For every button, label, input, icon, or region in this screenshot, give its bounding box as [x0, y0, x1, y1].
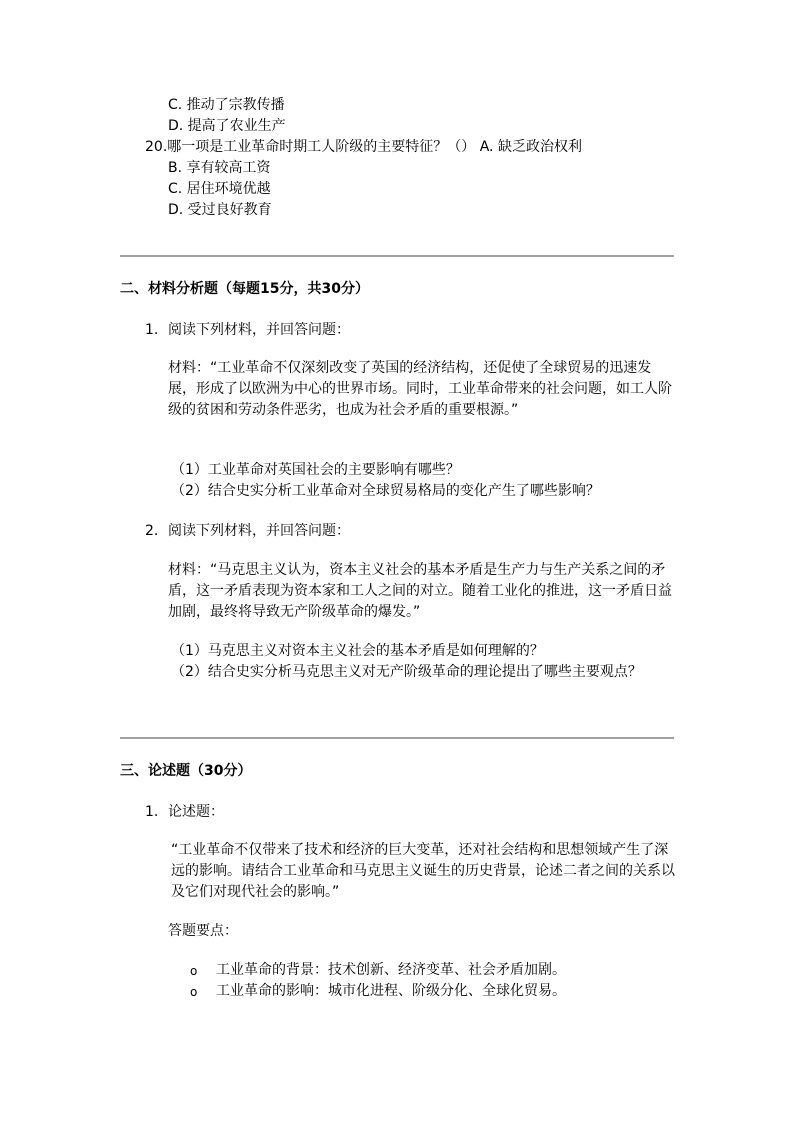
sub-question-1: （1）马克思主义对资本主义社会的基本矛盾是如何理解的？ [171, 643, 544, 659]
q20-option-c: C. 居住环境优越 [168, 181, 271, 197]
q19-option-c: C. 推动了宗教传播 [168, 97, 285, 113]
question-number: 1. [145, 804, 159, 820]
question-prompt: 阅读下列材料，并回答问题： [168, 523, 350, 539]
essay-quote: “工业革命不仅带来了技术和经济的巨大变革，还对社会结构和思想领域产生了深远的影响。请结合工业革命和马克思主义诞生的历史背景，论述二者之间的关系以及它们对现代社会的影响。” [171, 842, 675, 900]
question-number: 2. [145, 523, 159, 539]
q20-stem: 20.哪一项是工业革命时期工人阶级的主要特征？（） A. 缺乏政治权利 [145, 139, 582, 155]
answer-point: 工业革命的影响：城市化进程、阶级分化、全球化贸易。 [216, 983, 566, 999]
q20-option-b: B. 享有较高工资 [168, 160, 271, 176]
bullet-icon: o [190, 985, 198, 999]
question-prompt: 论述题： [168, 804, 224, 820]
q20-option-d: D. 受过良好教育 [168, 202, 272, 218]
answer-point: 工业革命的背景：技术创新、经济变革、社会矛盾加剧。 [216, 962, 566, 978]
bullet-icon: o [190, 964, 198, 978]
section-heading-material-analysis: 二、材料分析题（每题15分，共30分） [120, 281, 369, 297]
sub-question-1: （1）工业革命对英国社会的主要影响有哪些？ [171, 462, 460, 478]
section-divider [120, 737, 674, 739]
material-text: 材料：“工业革命不仅深刻改变了英国的经济结构，还促使了全球贸易的迅速发展，形成了以欧洲为中心的世界市场。同时，工业革命带来的社会问题，如工人阶级的贫困和劳动条件恶劣，也成为社会矛盾的重要根源。” [168, 360, 672, 418]
sub-question-2: （2）结合史实分析工业革命对全球贸易格局的变化产生了哪些影响？ [171, 483, 600, 499]
sub-question-2: （2）结合史实分析马克思主义对无产阶级革命的理论提出了哪些主要观点？ [171, 664, 642, 680]
question-number: 1. [145, 322, 159, 338]
question-prompt: 阅读下列材料，并回答问题： [168, 322, 350, 338]
section-heading-essay: 三、论述题（30分） [120, 763, 252, 779]
section-divider [120, 255, 674, 257]
answer-points-label: 答题要点： [168, 923, 238, 939]
material-text: 材料：“马克思主义认为，资本主义社会的基本矛盾是生产力与生产关系之间的矛盾，这一矛盾表现为资本家和工人之间的对立。随着工业化的推进，这一矛盾日益加剧，最终将导致无产阶级革命的爆发。” [168, 562, 672, 620]
q19-option-d: D. 提高了农业生产 [168, 118, 286, 134]
